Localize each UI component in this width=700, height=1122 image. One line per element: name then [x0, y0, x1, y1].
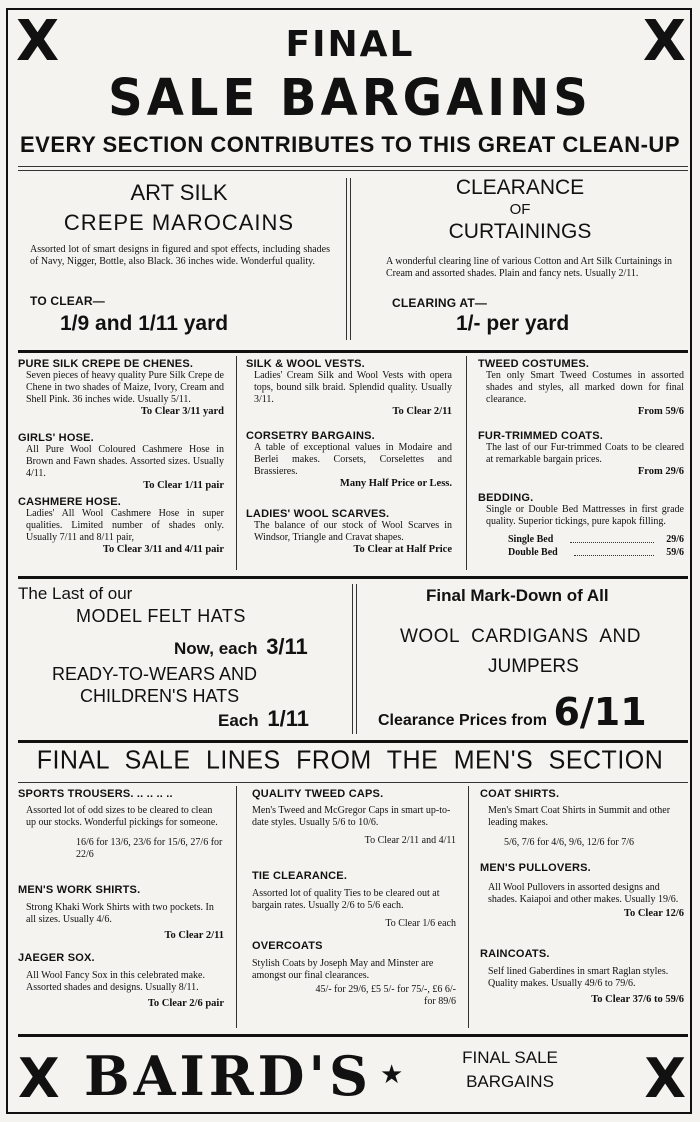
bedding-price: 29/6 — [666, 534, 684, 545]
item-price: To Clear 1/11 pair — [143, 480, 224, 491]
item-title: OVERCOATS — [252, 940, 323, 952]
hats-line: MODEL FELT HATS — [76, 606, 246, 626]
column-divider — [352, 584, 357, 734]
item-title: LADIES' WOOL SCARVES. — [246, 508, 390, 520]
headline-sale-bargains: SALE BARGAINS — [108, 68, 592, 128]
art-silk-title-line: CREPE MAROCAINS — [63, 210, 295, 235]
column-ladies-1 — [18, 358, 224, 555]
footer-x-left: X — [18, 1047, 60, 1110]
hats-price-prefix: Now, each — [174, 639, 258, 658]
corner-x-left: X — [16, 9, 60, 74]
item-description: All Pure Wool Coloured Cashmere Hose in Brown and Fawn shades. Assorted sizes. Usually 4/11. — [26, 444, 224, 479]
item-block — [18, 432, 224, 496]
item-price: To Clear 3/11 yard — [140, 406, 224, 417]
hats-price-prefix: Each — [218, 711, 259, 730]
item-description: Strong Khaki Work Shirts with two pockets. In all sizes. Usually 4/6. — [26, 902, 214, 925]
item-title: PURE SILK CREPE DE CHENES. — [18, 358, 194, 370]
item-price: Many Half Price or Less. — [339, 478, 452, 489]
item-title: MEN'S PULLOVERS. — [480, 862, 591, 874]
item-description: Ladies' Cream Silk and Wool Vests with opera tops, bound silk braid. Splendid quality. Usually 3/11. — [254, 370, 452, 405]
item-description: Assorted lot of odd sizes to be cleared to clean up our stocks. Wonderful pickings for someone. — [26, 805, 218, 828]
item-title: TIE CLEARANCE. — [252, 870, 348, 882]
item-block — [480, 862, 684, 948]
item-block — [252, 870, 456, 940]
item-title: SPORTS TROUSERS. .. .. .. .. — [18, 788, 173, 800]
footer-tagline-line: FINAL SALE — [462, 1048, 558, 1067]
curtainings-title — [358, 176, 682, 244]
curtainings-description: A wonderful clearing line of various Cotton and Art Silk Curtainings in Cream and assorted shades. Plain and fancy nets. Usually 2/11. — [386, 256, 672, 279]
art-silk-title — [18, 178, 340, 238]
star-icon: ★ — [380, 1060, 404, 1090]
divider — [18, 170, 688, 171]
hats-price: 3/11 — [266, 634, 308, 659]
item-block — [18, 358, 224, 432]
item-price: To Clear 1/6 each — [385, 918, 456, 929]
divider — [18, 350, 688, 353]
item-description: The balance of our stock of Wool Scarves in Windsor, Triangle and Cravat shapes. — [254, 520, 452, 543]
item-price: From 59/6 — [637, 406, 684, 417]
bedding-label: Single Bed — [508, 534, 554, 545]
hats-price-line — [174, 634, 308, 660]
leader-dots — [570, 542, 654, 543]
curtainings-title-line: OF — [509, 201, 531, 218]
divider — [18, 576, 688, 579]
item-block — [478, 430, 684, 492]
column-mens-1 — [18, 788, 224, 1009]
cardigans-line: Final Mark-Down of All — [426, 586, 609, 605]
item-title: JAEGER SOX. — [18, 952, 95, 964]
art-silk-clear-label: TO CLEAR— — [30, 294, 105, 308]
item-title: TWEED COSTUMES. — [478, 358, 590, 370]
item-price: To Clear 2/11 — [392, 406, 452, 417]
item-block — [252, 788, 456, 870]
item-description: Single or Double Bed Mattresses in first grade quality. Superior tickings, pure kapok filling. — [486, 504, 684, 527]
item-title: BEDDING. — [478, 492, 534, 504]
mens-section-title: FINAL SALE LINES FROM THE MEN'S SECTION — [36, 745, 664, 775]
art-silk-title-line: ART SILK — [130, 180, 228, 205]
item-price: To Clear 2/11 — [164, 930, 224, 941]
item-title: SILK & WOOL VESTS. — [246, 358, 365, 370]
item-description: Assorted lot of quality Ties to be cleared out at bargain rates. Usually 2/6 to 5/6 each. — [252, 888, 440, 911]
column-divider — [468, 786, 469, 1028]
footer-tagline — [430, 1046, 590, 1094]
item-description: A table of exceptional values in Modaire and Berlei makes. Corsets, Corselettes and Brassieres. — [254, 442, 452, 477]
curtainings-clear-label: CLEARING AT— — [392, 296, 488, 310]
hats-section — [18, 582, 348, 732]
item-price: 45/- for 29/6, £5 5/- for 75/-, £6 6/- for 89/6 — [315, 984, 456, 1007]
item-block — [478, 492, 684, 560]
divider — [18, 1034, 688, 1037]
cardigans-line: JUMPERS — [488, 656, 579, 677]
hats-line: CHILDREN'S HATS — [80, 686, 240, 706]
column-ladies-2 — [246, 358, 452, 555]
item-description: Men's Smart Coat Shirts in Summit and other leading makes. — [488, 805, 671, 828]
column-mens-3 — [480, 788, 684, 1005]
column-divider — [236, 356, 237, 570]
item-block — [246, 358, 452, 430]
footer-brand: BAIRD'S — [84, 1044, 373, 1108]
item-block — [18, 496, 224, 555]
item-price: From 29/6 — [637, 466, 684, 477]
cardigans-line: WOOL CARDIGANS AND — [400, 626, 641, 647]
divider — [18, 782, 688, 783]
item-price: To Clear 2/11 and 4/11 — [364, 835, 456, 846]
bedding-label: Double Bed — [508, 547, 558, 558]
item-block — [252, 940, 456, 1008]
art-silk-price: 1/9 and 1/11 yard — [60, 312, 229, 335]
item-description: All Wool Pullovers in assorted designs and shades. Kaiapoi and other makes. Usually 19/6. — [488, 882, 679, 905]
item-title: RAINCOATS. — [480, 948, 550, 960]
corner-x-right: X — [642, 9, 686, 74]
column-mens-2 — [252, 788, 456, 1008]
item-title: COAT SHIRTS. — [480, 788, 560, 800]
item-title: GIRLS' HOSE. — [18, 432, 94, 444]
item-description: Ladies' All Wool Cashmere Hose in super qualities. Limited number of shades only. Usually 7/11 and 8/11 pair, — [26, 508, 224, 543]
item-description: Ten only Smart Tweed Costumes in assorted shades and styles, all marked down for final clearance. — [486, 370, 684, 405]
column-divider — [236, 786, 237, 1028]
item-title: FUR-TRIMMED COATS. — [478, 430, 603, 442]
curtainings-title-line: CURTAININGS — [448, 220, 592, 243]
column-ladies-3 — [478, 358, 684, 560]
item-price: To Clear at Half Price — [353, 544, 452, 555]
item-title: MEN'S WORK SHIRTS. — [18, 884, 141, 896]
item-block — [18, 788, 224, 884]
hats-line: The Last of our — [18, 584, 133, 603]
headline-subtitle: EVERY SECTION CONTRIBUTES TO THIS GREAT CLEAN-UP — [19, 132, 680, 157]
hats-price-line — [218, 706, 309, 732]
cardigans-price-line — [378, 690, 647, 734]
hats-line: READY-TO-WEARS AND — [52, 664, 258, 684]
item-price: To Clear 37/6 to 59/6 — [591, 994, 684, 1005]
item-price: To Clear 3/11 and 4/11 pair — [102, 544, 224, 555]
footer-x-right: X — [644, 1047, 686, 1110]
footer-tagline-line: BARGAINS — [466, 1072, 554, 1091]
item-description: The last of our Fur-trimmed Coats to be cleared at remarkable bargain prices. — [486, 442, 684, 465]
item-description: Self lined Gaberdines in smart Raglan styles. Quality makes. Usually 49/6 to 79/6. — [488, 966, 669, 989]
cardigans-price-prefix: Clearance Prices from — [378, 712, 547, 729]
item-description: All Wool Fancy Sox in this celebrated make. Assorted shades and designs. Usually 8/11. — [26, 970, 205, 993]
hats-price: 1/11 — [267, 706, 309, 731]
item-description: Men's Tweed and McGregor Caps in smart up-to-date styles. Usually 5/6 to 10/6. — [252, 805, 451, 828]
item-block — [246, 508, 452, 555]
divider — [18, 166, 688, 167]
item-title: CORSETRY BARGAINS. — [246, 430, 375, 442]
item-description: Stylish Coats by Joseph May and Minster are amongst our final clearances. — [252, 958, 434, 981]
item-title: QUALITY TWEED CAPS. — [252, 788, 384, 800]
item-block — [18, 884, 224, 952]
column-divider — [466, 356, 467, 570]
cardigans-price: 6/11 — [553, 690, 647, 734]
item-price: 5/6, 7/6 for 4/6, 9/6, 12/6 for 7/6 — [504, 837, 634, 848]
item-block — [18, 952, 224, 1009]
divider — [18, 740, 688, 743]
curtainings-price: 1/- per yard — [456, 312, 570, 335]
item-description: Seven pieces of heavy quality Pure Silk Crepe de Chene in two shades of Maize, Ivory, Cream and Shell Pink. 36 inches wide. Usually 5/11. — [26, 370, 224, 405]
curtainings-title-line: CLEARANCE — [455, 176, 585, 199]
item-price: 16/6 for 13/6, 23/6 for 15/6, 27/6 for 22/6 — [76, 837, 223, 860]
item-block — [246, 430, 452, 508]
headline-final: FINAL — [285, 24, 415, 65]
item-price: To Clear 2/6 pair — [147, 998, 224, 1009]
item-price: To Clear 12/6 — [623, 908, 684, 919]
bedding-row-single — [478, 534, 684, 547]
art-silk-description: Assorted lot of smart designs in figured and spot effects, including shades of Navy, Nigger, Bottle, also Black. 36 inches wide. Wonderful quality. — [30, 244, 330, 267]
leader-dots — [574, 555, 654, 556]
item-block — [480, 948, 684, 1005]
item-block — [480, 788, 684, 862]
item-block — [478, 358, 684, 430]
cardigans-section — [362, 582, 682, 732]
bedding-row-double — [478, 547, 684, 560]
column-divider — [346, 178, 351, 340]
item-title: CASHMERE HOSE. — [18, 496, 122, 508]
bedding-price: 59/6 — [666, 547, 684, 558]
